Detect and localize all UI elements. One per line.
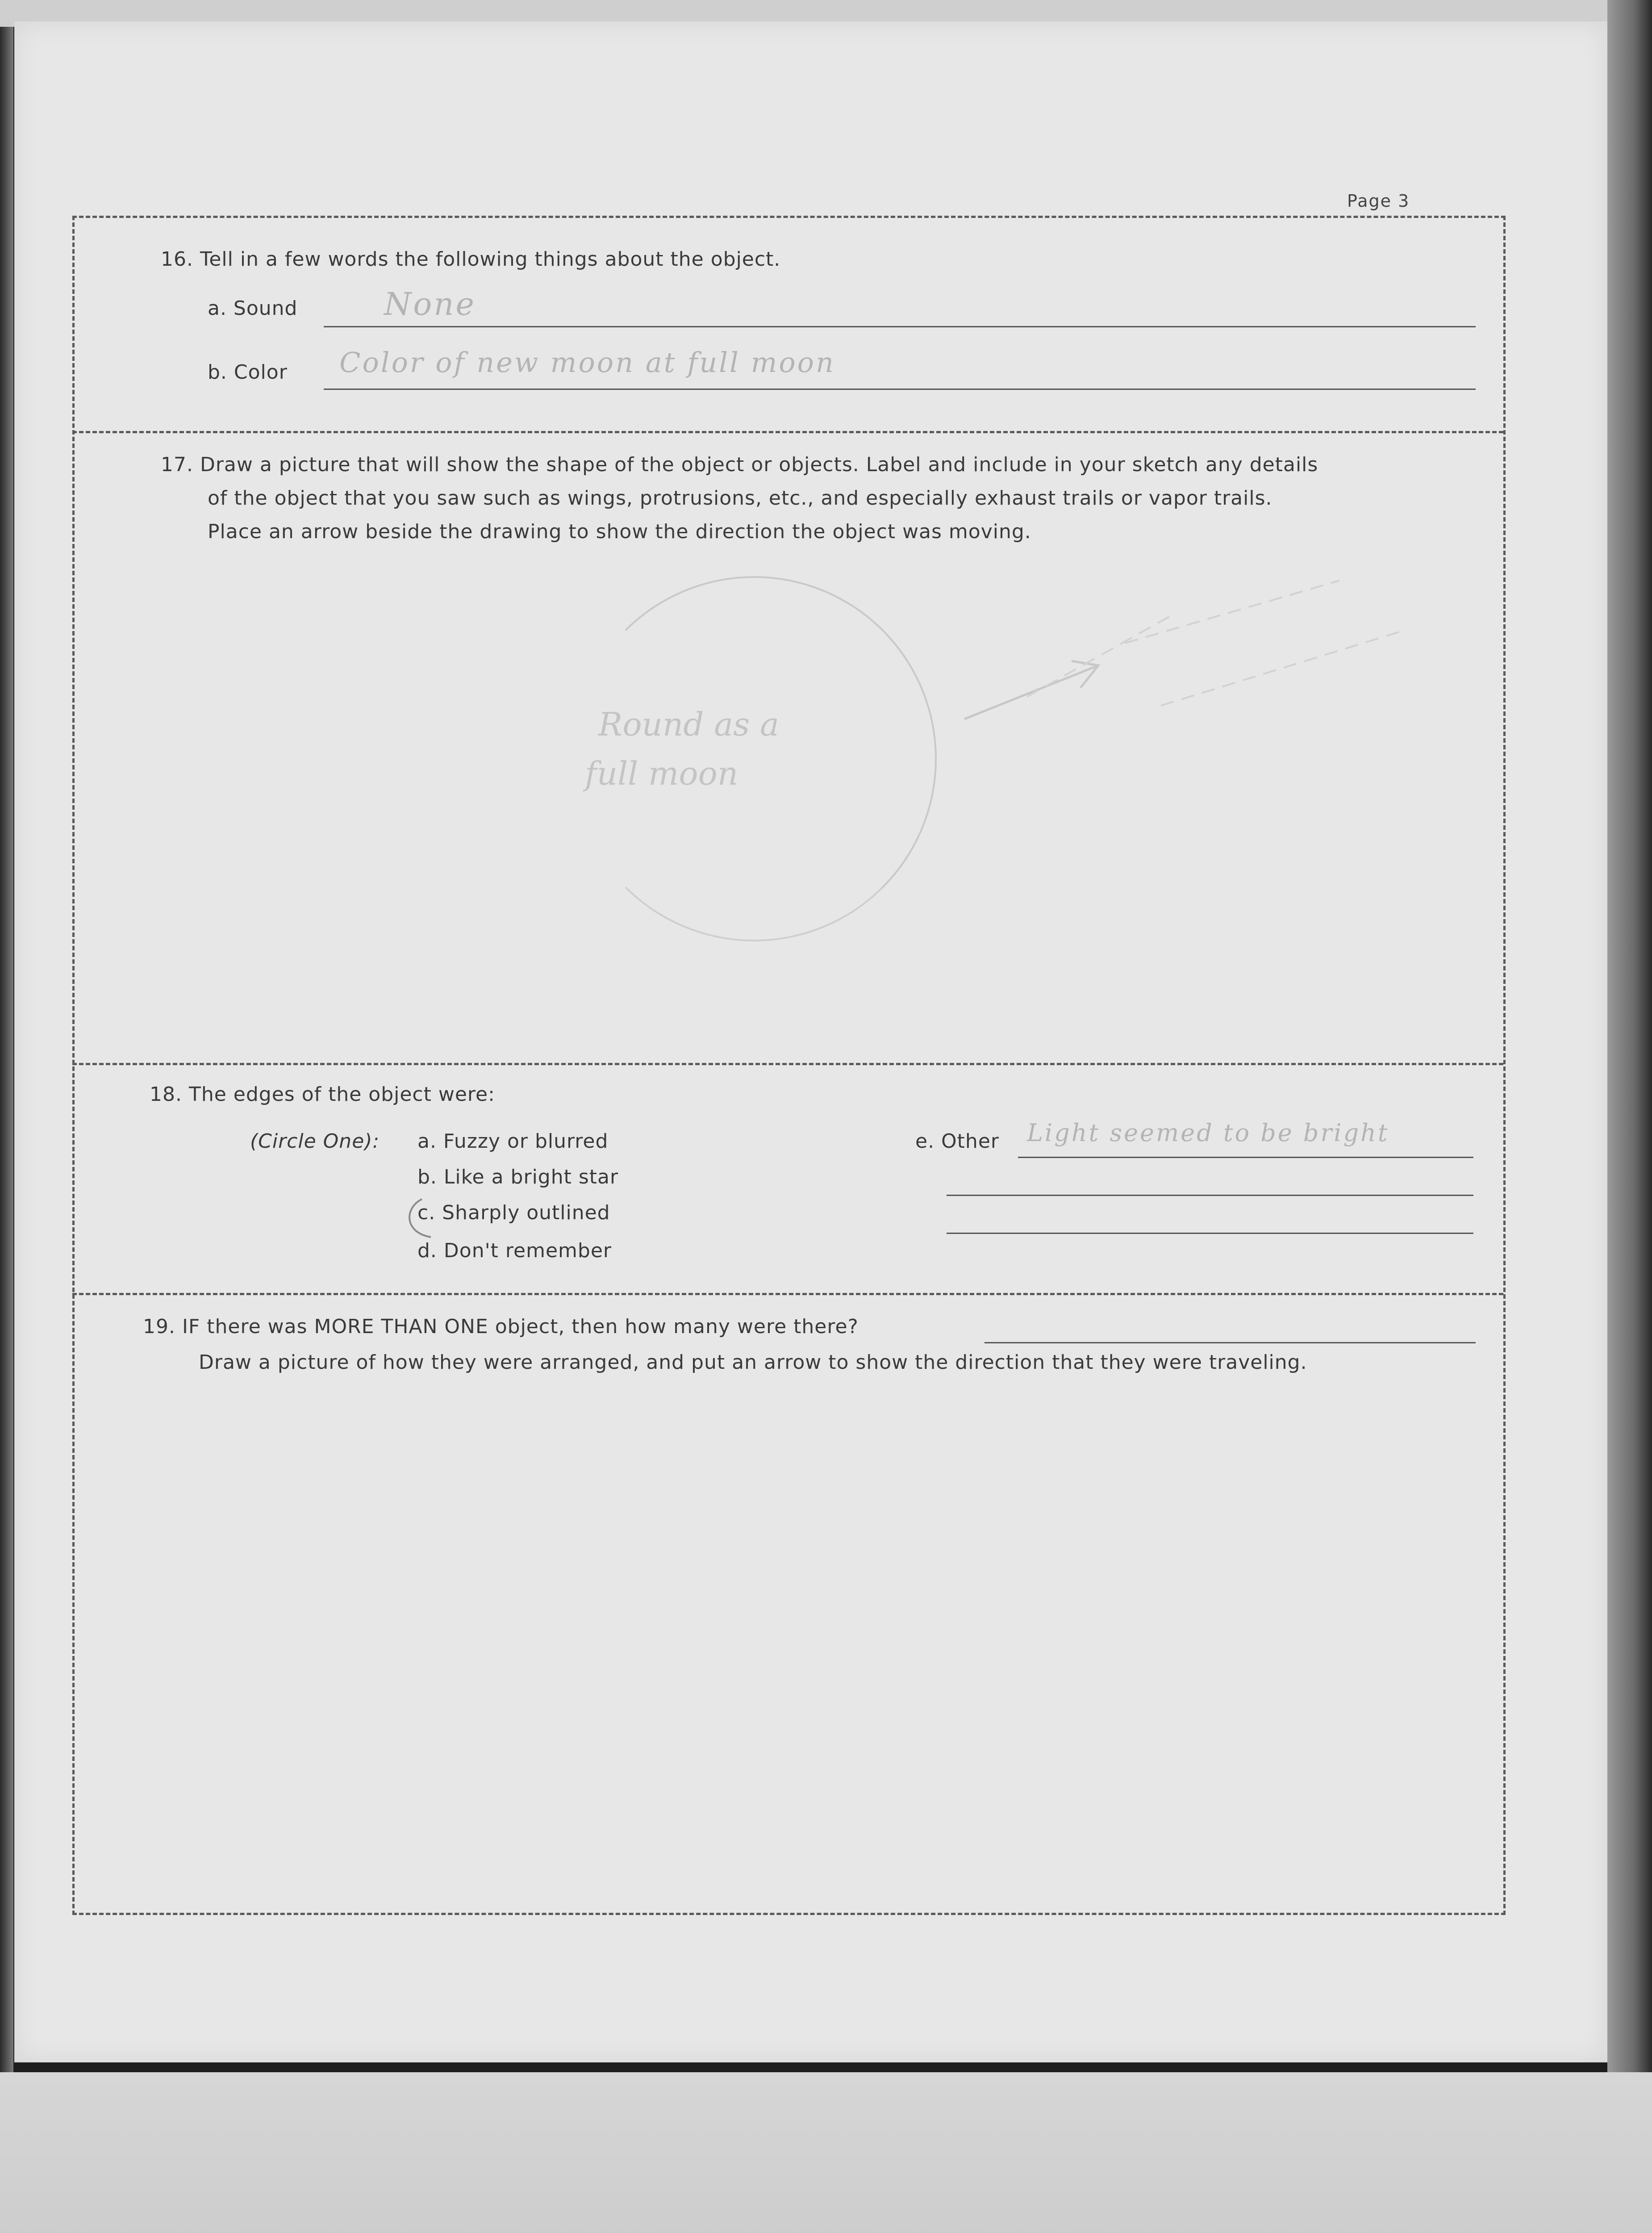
q16-prompt: 16. Tell in a few words the following things about the object. bbox=[161, 248, 781, 271]
section-divider-17-18 bbox=[72, 1063, 1503, 1065]
scan-edge-right bbox=[1607, 0, 1652, 2233]
q16-sound-line bbox=[324, 326, 1476, 327]
q18-prompt: 18. The edges of the object were: bbox=[150, 1083, 495, 1106]
scan-backing-sheet bbox=[0, 2072, 1652, 2233]
q18-other-value[interactable]: Light seemed to be bright bbox=[1027, 1119, 1389, 1147]
q19-count-line[interactable] bbox=[985, 1342, 1476, 1343]
q17-line3: Place an arrow beside the drawing to show the direction the object was moving. bbox=[208, 520, 1031, 543]
scan-edge-left bbox=[0, 0, 13, 2233]
q16-sound-label: a. Sound bbox=[208, 297, 298, 320]
sketch-label-1: Round as a bbox=[598, 706, 779, 743]
page-number: Page 3 bbox=[1347, 191, 1410, 211]
q16-color-value[interactable]: Color of new moon at full moon bbox=[339, 346, 835, 379]
q16-color-label: b. Color bbox=[208, 361, 288, 384]
q18-instruction: (Circle One): bbox=[250, 1130, 380, 1153]
q18-circle-mark bbox=[404, 1190, 681, 1244]
q18-option-b[interactable]: b. Like a bright star bbox=[417, 1166, 619, 1188]
q19-line2: Draw a picture of how they were arranged, and put an arrow to show the direction that they were traveling. bbox=[199, 1351, 1307, 1374]
q18-other-line-1 bbox=[1018, 1157, 1473, 1158]
q18-option-d[interactable]: d. Don't remember bbox=[417, 1239, 612, 1262]
q18-other-label: e. Other bbox=[915, 1130, 999, 1153]
q18-option-c[interactable]: c. Sharply outlined bbox=[417, 1201, 610, 1224]
q17-line2: of the object that you saw such as wings, protrusions, etc., and especially exhaust trails or vapor trails. bbox=[208, 487, 1272, 510]
section-divider-16-17 bbox=[72, 431, 1503, 433]
q18-option-a[interactable]: a. Fuzzy or blurred bbox=[417, 1130, 609, 1153]
q16-color-line bbox=[324, 389, 1476, 390]
q18-other-line-3 bbox=[947, 1233, 1473, 1234]
q16-sound-value[interactable]: None bbox=[384, 286, 476, 322]
q19-line1: 19. IF there was MORE THAN ONE object, then how many were there? bbox=[143, 1315, 859, 1338]
sketch-label-2: full moon bbox=[585, 755, 738, 792]
sketch-arrow-marks bbox=[938, 563, 1473, 768]
q17-line1: 17. Draw a picture that will show the shape of the object or objects. Label and include in your sketch any details bbox=[161, 453, 1318, 476]
q18-other-line-2 bbox=[947, 1195, 1473, 1196]
section-divider-18-19 bbox=[72, 1293, 1503, 1295]
